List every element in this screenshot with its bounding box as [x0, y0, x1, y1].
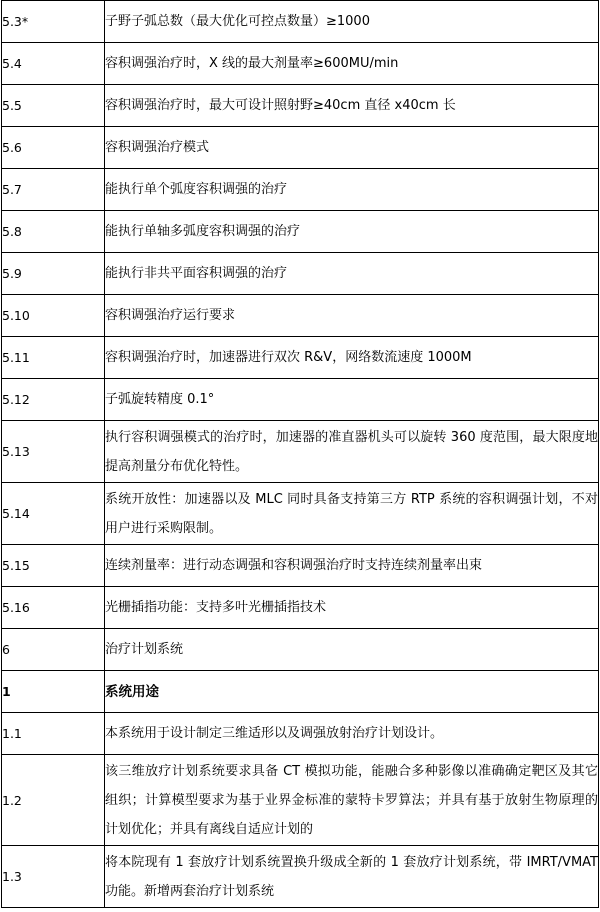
- row-text: 容积调强治疗时，最大可设计照射野≥40cm 直径 x40cm 长: [105, 85, 599, 127]
- row-text: 子弧旋转精度 0.1°: [105, 379, 599, 421]
- table-row: [2, 755, 599, 846]
- spec-table: [1, 0, 599, 908]
- table-row: [2, 85, 599, 127]
- row-number: 5.11: [2, 337, 105, 379]
- row-number: 5.13: [2, 421, 105, 483]
- table-row: [2, 421, 599, 483]
- row-text: 连续剂量率：进行动态调强和容积调强治疗时支持连续剂量率出束: [105, 545, 599, 587]
- row-number: 5.6: [2, 127, 105, 169]
- row-number: 1.1: [2, 713, 105, 755]
- row-text: 容积调强治疗时，X 线的最大剂量率≥600MU/min: [105, 43, 599, 85]
- row-text: 能执行单个弧度容积调强的治疗: [105, 169, 599, 211]
- table-row: [2, 587, 599, 629]
- row-number: 5.8: [2, 211, 105, 253]
- row-number: 5.9: [2, 253, 105, 295]
- table-row: [2, 629, 599, 671]
- table-row: [2, 1, 599, 43]
- row-number: 1.3: [2, 846, 105, 908]
- table-row: [2, 483, 599, 545]
- table-row: [2, 211, 599, 253]
- row-number: 5.7: [2, 169, 105, 211]
- row-text: 容积调强治疗模式: [105, 127, 599, 169]
- row-number: 5.14: [2, 483, 105, 545]
- table-row: [2, 43, 599, 85]
- row-text: 容积调强治疗运行要求: [105, 295, 599, 337]
- row-text: 系统用途: [105, 671, 599, 713]
- row-number: 5.12: [2, 379, 105, 421]
- table-row: [2, 295, 599, 337]
- row-text: 能执行单轴多弧度容积调强的治疗: [105, 211, 599, 253]
- row-text: 该三维放疗计划系统要求具备 CT 模拟功能，能融合多种影像以准确确定靶区及其它组织；计算模型要求为基于业界金标准的蒙特卡罗算法；并具有基于放射生物原理的计划优化；并具有离线自适应计划的: [105, 755, 599, 846]
- table-row: [2, 337, 599, 379]
- table-row: [2, 127, 599, 169]
- row-number: 5.10: [2, 295, 105, 337]
- table-row: [2, 379, 599, 421]
- row-number: 1.2: [2, 755, 105, 846]
- table-row: [2, 713, 599, 755]
- row-text: 本系统用于设计制定三维适形以及调强放射治疗计划设计。: [105, 713, 599, 755]
- row-text: 子野子弧总数（最大优化可控点数量）≥1000: [105, 1, 599, 43]
- row-text: 系统开放性：加速器以及 MLC 同时具备支持第三方 RTP 系统的容积调强计划，不对用户进行采购限制。: [105, 483, 599, 545]
- row-number: 5.5: [2, 85, 105, 127]
- row-text: 执行容积调强模式的治疗时，加速器的准直器机头可以旋转 360 度范围，最大限度地提高剂量分布优化特性。: [105, 421, 599, 483]
- row-text: 容积调强治疗时，加速器进行双次 R&V，网络数流速度 1000M: [105, 337, 599, 379]
- row-number: 6: [2, 629, 105, 671]
- table-row: [2, 545, 599, 587]
- row-text: 能执行非共平面容积调强的治疗: [105, 253, 599, 295]
- table-row: [2, 671, 599, 713]
- row-number: 5.16: [2, 587, 105, 629]
- table-row: [2, 846, 599, 908]
- row-text: 光栅插指功能：支持多叶光栅插指技术: [105, 587, 599, 629]
- row-number: 5.3*: [2, 1, 105, 43]
- row-number: 1: [2, 671, 105, 713]
- table-row: [2, 253, 599, 295]
- row-number: 5.4: [2, 43, 105, 85]
- row-text: 将本院现有 1 套放疗计划系统置换升级成全新的 1 套放疗计划系统，带 IMRT/VMAT 功能。新增两套治疗计划系统: [105, 846, 599, 908]
- row-text: 治疗计划系统: [105, 629, 599, 671]
- row-number: 5.15: [2, 545, 105, 587]
- table-row: [2, 169, 599, 211]
